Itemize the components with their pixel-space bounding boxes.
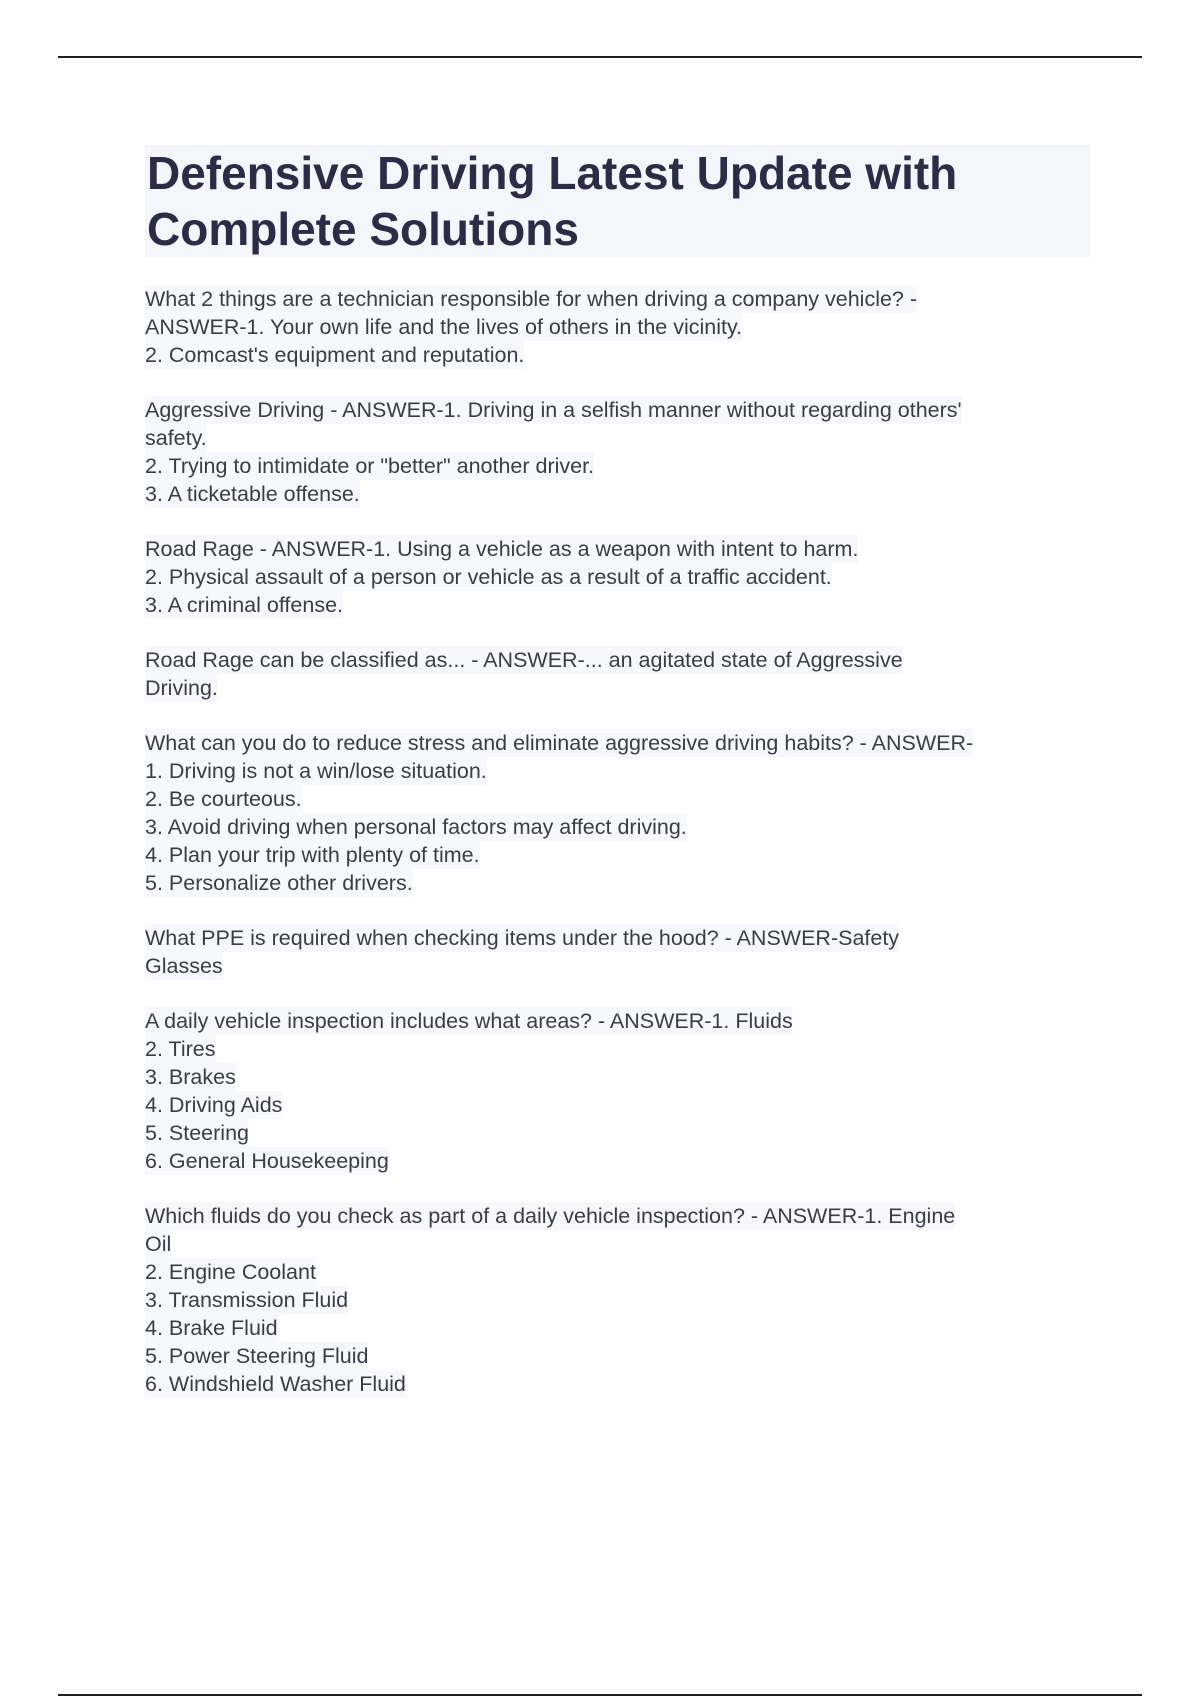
qa-line: What PPE is required when checking items under the hood? - ANSWER-Safety [145, 926, 900, 950]
qa-item [145, 646, 1090, 702]
qa-line: 3. Transmission Fluid [145, 1288, 349, 1312]
document-title [145, 145, 1090, 257]
qa-item [145, 729, 1090, 897]
qa-line: 4. Plan your trip with plenty of time. [145, 843, 480, 867]
qa-line: ANSWER-1. Your own life and the lives of others in the vicinity. [145, 315, 743, 339]
qa-line: 4. Driving Aids [145, 1093, 283, 1117]
qa-line: 3. Brakes [145, 1065, 236, 1089]
qa-line: 2. Physical assault of a person or vehicle as a result of a traffic accident. [145, 565, 832, 589]
qa-line: 4. Brake Fluid [145, 1316, 278, 1340]
qa-line: 2. Trying to intimidate or "better" another driver. [145, 454, 595, 478]
qa-line: 2. Be courteous. [145, 787, 302, 811]
qa-line: 3. A ticketable offense. [145, 482, 360, 506]
top-rule [58, 56, 1142, 58]
qa-item [145, 285, 1090, 369]
document-body [145, 145, 1090, 1425]
qa-line: 6. General Housekeeping [145, 1149, 389, 1173]
qa-line: Which fluids do you check as part of a daily vehicle inspection? - ANSWER-1. Engine [145, 1204, 956, 1228]
qa-line: 5. Personalize other drivers. [145, 871, 413, 895]
qa-line: 1. Driving is not a win/lose situation. [145, 759, 487, 783]
qa-line: Aggressive Driving - ANSWER-1. Driving in a selfish manner without regarding others' [145, 398, 962, 422]
qa-line: 3. A criminal offense. [145, 593, 343, 617]
title-line: Defensive Driving Latest Update with [147, 147, 958, 199]
qa-line: Glasses [145, 954, 223, 978]
qa-item [145, 396, 1090, 508]
bottom-rule [58, 1694, 1142, 1696]
qa-line: A daily vehicle inspection includes what areas? - ANSWER-1. Fluids [145, 1009, 793, 1033]
qa-line: 5. Power Steering Fluid [145, 1344, 369, 1368]
qa-line: Oil [145, 1232, 172, 1256]
qa-line: 2. Engine Coolant [145, 1260, 316, 1284]
qa-item [145, 1202, 1090, 1398]
qa-line: Road Rage - ANSWER-1. Using a vehicle as a weapon with intent to harm. [145, 537, 859, 561]
qa-line: What 2 things are a technician responsible for when driving a company vehicle? - [145, 287, 918, 311]
qa-item [145, 535, 1090, 619]
qa-line: 6. Windshield Washer Fluid [145, 1372, 406, 1396]
qa-line: 2. Comcast's equipment and reputation. [145, 343, 525, 367]
qa-line: What can you do to reduce stress and eliminate aggressive driving habits? - ANSWER- [145, 731, 974, 755]
qa-item [145, 1007, 1090, 1175]
qa-line: 3. Avoid driving when personal factors may affect driving. [145, 815, 687, 839]
qa-line: Driving. [145, 676, 218, 700]
title-line: Complete Solutions [147, 203, 579, 255]
qa-line: safety. [145, 426, 207, 450]
qa-list [145, 285, 1090, 1398]
qa-item [145, 924, 1090, 980]
qa-line: 5. Steering [145, 1121, 249, 1145]
qa-line: 2. Tires [145, 1037, 216, 1061]
qa-line: Road Rage can be classified as... - ANSWER-... an agitated state of Aggressive [145, 648, 903, 672]
